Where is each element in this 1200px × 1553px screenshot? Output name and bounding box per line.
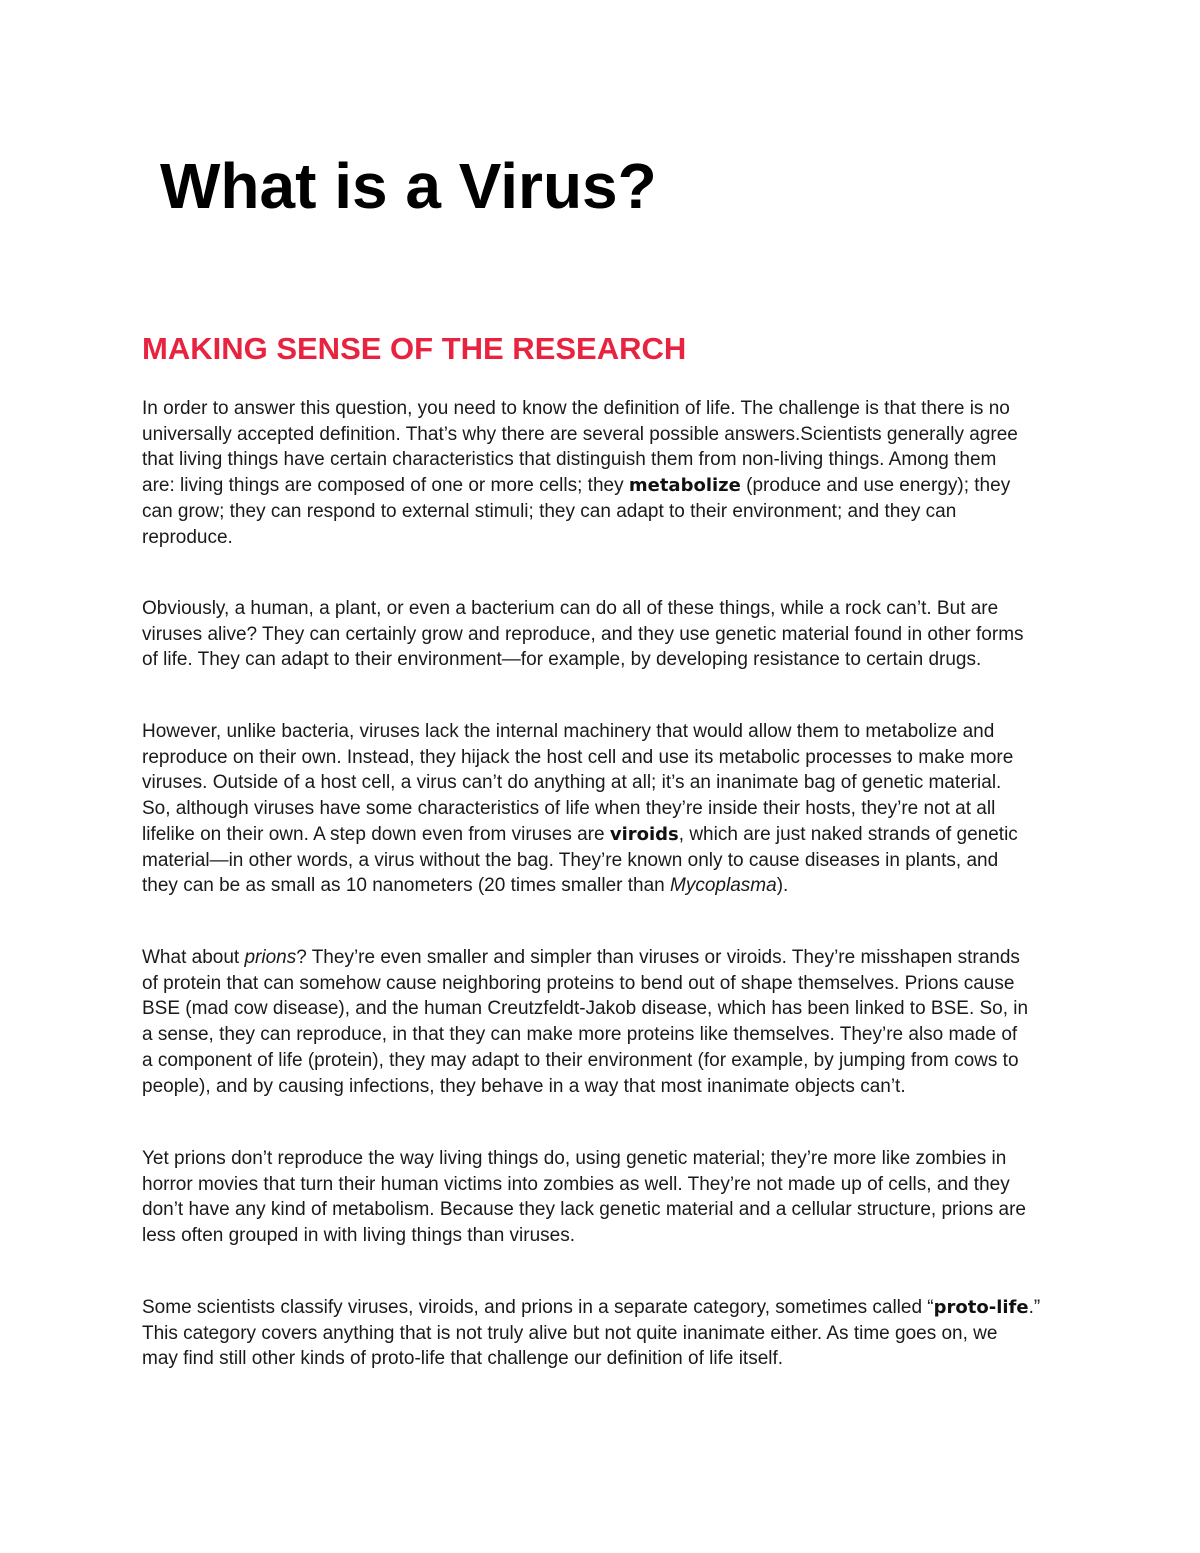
paragraph-line — [142, 1048, 1062, 1074]
text-run: don’t have any kind of metabolism. Because they lack genetic material and a cellular structure, prions are — [142, 1199, 1026, 1221]
paragraph-line — [142, 447, 1062, 473]
text-run: What about — [142, 947, 245, 968]
text-run: less often grouped in with living things than viruses. — [142, 1225, 576, 1247]
text-run: a component of life (protein), they may adapt to their environment (for example, by jumping from cows to — [142, 1049, 1019, 1071]
paragraph-line — [142, 473, 1062, 499]
paragraph-line — [142, 596, 1062, 622]
text-run: of life. They can adapt to their environment—for example, by developing resistance to certain drugs. — [142, 649, 982, 671]
keyword-metabolize: metabolize — [628, 475, 741, 497]
paragraph-line — [142, 1074, 1062, 1100]
term-prions: prions — [244, 947, 297, 968]
paragraph-line — [142, 1022, 1062, 1048]
text-run: that living things have certain characteristics that distinguish them from non-living things. Among them — [142, 449, 997, 471]
text-run: Yet prions don’t reproduce the way living things do, using genetic material; they’re more like zombies in — [142, 1148, 1007, 1169]
text-run: This category covers anything that is not truly alive but not quite inanimate either. As time goes on, we — [142, 1322, 998, 1344]
text-run: they can be as small as 10 nanometers (20 times smaller than — [142, 875, 671, 897]
text-run: , which are just naked strands of genetic — [678, 823, 1018, 845]
text-run: reproduce on their own. Instead, they hijack the host cell and use its metabolic processes to make more — [142, 746, 1014, 768]
paragraph-line — [142, 1146, 1062, 1172]
paragraph-prions — [142, 945, 1062, 1099]
text-run: .” — [1028, 1297, 1041, 1318]
text-run: ). — [776, 875, 789, 897]
text-run: horror movies that turn their human victims into zombies as well. They’re not made up of cells, and they — [142, 1173, 1010, 1195]
text-run: (produce and use energy); they — [740, 475, 1011, 497]
paragraph-line — [142, 873, 1062, 899]
paragraph-proto-life — [142, 1295, 1062, 1372]
text-run: material—in other words, a virus without the bag. They’re known only to cause diseases in plants, and — [142, 849, 999, 871]
text-run: can grow; they can respond to external stimuli; they can adapt to their environment; and they can — [142, 500, 957, 522]
text-run: viruses alive? They can certainly grow and reproduce, and they use genetic material found in other forms — [142, 623, 1024, 645]
text-run: viruses. Outside of a host cell, a virus can’t do anything at all; it’s an inanimate bag of genetic material. — [142, 772, 1002, 794]
paragraph-line — [142, 796, 1062, 822]
text-run: are: living things are composed of one or more cells; they — [142, 475, 629, 497]
paragraph-line — [142, 848, 1062, 874]
keyword-proto-life: proto-life — [933, 1297, 1029, 1318]
paragraph-line — [142, 971, 1062, 997]
paragraph-line — [142, 770, 1062, 796]
paragraph-line — [142, 647, 1062, 673]
paragraph-line — [142, 1346, 1062, 1372]
paragraph-line — [142, 622, 1062, 648]
paragraph-line — [142, 745, 1062, 771]
section-heading: MAKING SENSE OF THE RESEARCH — [142, 331, 687, 366]
text-run: However, unlike bacteria, viruses lack the internal machinery that would allow them to metabolize and — [142, 721, 995, 742]
paragraph-line — [142, 822, 1062, 848]
text-run: a sense, they can reproduce, in that they can make more proteins like themselves. They’re also made of — [142, 1024, 1018, 1046]
paragraph-prions-not-alive — [142, 1146, 1062, 1249]
text-run: So, although viruses have some characteristics of life when they’re inside their hosts, they’re not at all — [142, 798, 996, 820]
paragraph-line — [142, 1223, 1062, 1249]
paragraph-line — [142, 1321, 1062, 1347]
paragraph-line — [142, 1172, 1062, 1198]
text-run: universally accepted definition. That’s why there are several possible answers.Scientists generally agree — [142, 423, 1018, 445]
paragraph-line — [142, 1197, 1062, 1223]
term-mycoplasma: Mycoplasma — [670, 875, 777, 897]
paragraph-line — [142, 422, 1062, 448]
document-title: What is a Virus? — [160, 150, 657, 222]
text-run: may find still other kinds of proto-life that challenge our definition of life itself. — [142, 1348, 784, 1370]
paragraph-definition-of-life — [142, 396, 1062, 550]
paragraph-line — [142, 1295, 1062, 1321]
text-run: ? They’re even smaller and simpler than viruses or viroids. They’re misshapen strands — [296, 947, 1020, 968]
paragraph-line — [142, 945, 1062, 971]
text-run: In order to answer this question, you need to know the definition of life. The challenge is that there is no — [142, 398, 1010, 419]
keyword-viroids: viroids — [609, 823, 679, 845]
text-run: Obviously, a human, a plant, or even a bacterium can do all of these things, while a rock can’t. But are — [142, 598, 999, 619]
text-run: of protein that can somehow cause neighboring proteins to bend out of shape themselves. Prions cause — [142, 972, 1015, 994]
paragraph-viruses-and-viroids — [142, 719, 1062, 899]
paragraph-line — [142, 996, 1062, 1022]
paragraph-are-viruses-alive — [142, 596, 1062, 673]
paragraph-line — [142, 396, 1062, 422]
paragraph-line — [142, 719, 1062, 745]
paragraph-line — [142, 499, 1062, 525]
text-run: people), and by causing infections, they behave in a way that most inanimate objects can’t. — [142, 1075, 906, 1097]
text-run: BSE (mad cow disease), and the human Creutzfeldt-Jakob disease, which has been linked to BSE. So, in — [142, 998, 1029, 1020]
text-run: reproduce. — [142, 526, 233, 548]
text-run: Some scientists classify viruses, viroids, and prions in a separate category, sometimes called “ — [142, 1297, 934, 1318]
text-run: lifelike on their own. A step down even from viruses are — [142, 823, 610, 845]
paragraph-line — [142, 525, 1062, 551]
